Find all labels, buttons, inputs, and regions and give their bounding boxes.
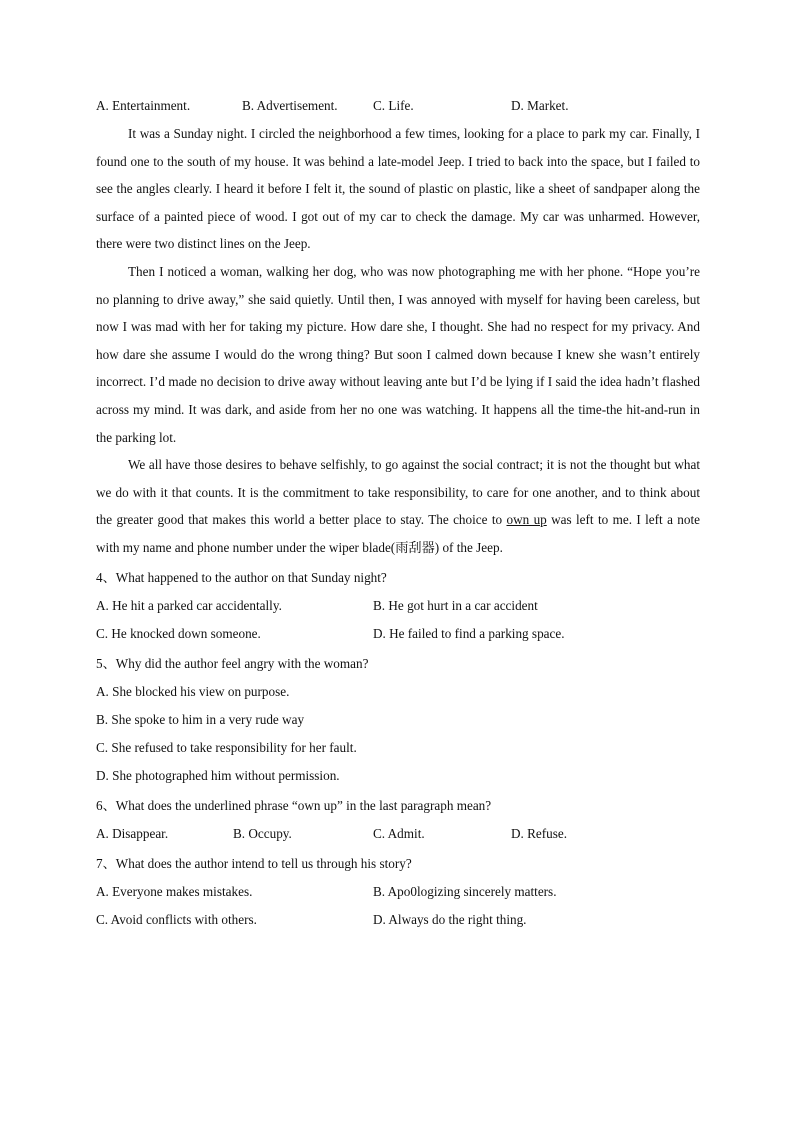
question-4-stem: 4、What happened to the author on that Sunday night?: [96, 569, 387, 585]
option-a: A. She blocked his view on purpose.: [96, 683, 290, 699]
option-b: B. She spoke to him in a very rude way: [96, 711, 305, 727]
passage-paragraph-1: It was a Sunday night. I circled the neighborhood a few times, looking for a place to park my car. Finally, I found one to the south of my house. It was behind a late-model Jeep. I tried to back into the space, but I failed to see the angles clearly. I heard it before I felt it, the sound of plastic on plastic, like a sheet of sandpaper along the surface of a painted piece of wood. I got out of my car to check the damage. My car was unharmed. However, there were two distinct lines on the Jeep.: [96, 126, 700, 252]
option-a: A. Entertainment.: [96, 98, 191, 114]
question-5-stem: 5、Why did the author feel angry with the woman?: [96, 655, 369, 671]
question-4-options-row-1: [96, 592, 700, 620]
option-c: C. He knocked down someone.: [96, 625, 261, 641]
question-7-stem: 7、What does the author intend to tell us through his story?: [96, 855, 412, 871]
option-a: A. Disappear.: [96, 825, 169, 841]
option-d: D. Refuse.: [511, 825, 568, 841]
previous-question-options: [96, 92, 700, 120]
paragraph-3-text-start: We all have those desires to behave selfishly, to go against the social contract; it is not the thought but what we do with it that counts. It is the commitment to take responsibility, to care for one another, and to think about the greater good that makes this world a better place to stay. The choice to: [96, 457, 700, 528]
option-b: B. Advertisement.: [242, 98, 338, 114]
option-d: D. Market.: [511, 98, 569, 114]
option-c: C. She refused to take responsibility for her fault.: [96, 739, 357, 755]
question-4-options-row-2: [96, 620, 700, 648]
passage-paragraph-2: Then I noticed a woman, walking her dog, who was now photographing me with her phone. “Hope you’re no planning to drive away,” she said quietly. Until then, I was annoyed with myself for having been careless, but now I was mad with her for taking my picture. How dare she, I thought. She had no respect for my privacy. And how dare she assume I would do the wrong thing? But soon I calmed down because I knew she wasn’t entirely incorrect. I’d made no decision to drive away without leaving ante but I’d be lying if I said the idea hadn’t flashed across my mind. It was dark, and aside from her no one was watching. It happens all the time-the hit-and-run in the parking lot.: [96, 263, 700, 445]
option-b: B. He got hurt in a car accident: [373, 597, 538, 613]
document-page: [96, 92, 700, 934]
option-b: B. Occupy.: [233, 825, 292, 841]
option-c: C. Life.: [373, 98, 414, 114]
option-b: B. Apo0logizing sincerely matters.: [373, 883, 557, 899]
question-6-stem: 6、What does the underlined phrase “own up” in the last paragraph mean?: [96, 797, 492, 813]
option-a: A. Everyone makes mistakes.: [96, 883, 253, 899]
option-a: A. He hit a parked car accidentally.: [96, 597, 282, 613]
option-d: D. He failed to find a parking space.: [373, 625, 565, 641]
paragraph-3-text-end: was left to me. I left a note with my name and phone number under the wiper blade(雨刮器) of the Jeep.: [96, 512, 700, 555]
option-c: C. Admit.: [373, 825, 425, 841]
underlined-phrase: own up: [506, 512, 547, 528]
question-6-options: [96, 820, 700, 848]
option-d: D. She photographed him without permission.: [96, 767, 340, 783]
option-d: D. Always do the right thing.: [373, 911, 527, 927]
option-c: C. Avoid conflicts with others.: [96, 911, 257, 927]
passage-paragraph-3: [96, 451, 700, 561]
question-7-options-row-1: [96, 878, 700, 906]
question-7-options-row-2: [96, 906, 700, 934]
